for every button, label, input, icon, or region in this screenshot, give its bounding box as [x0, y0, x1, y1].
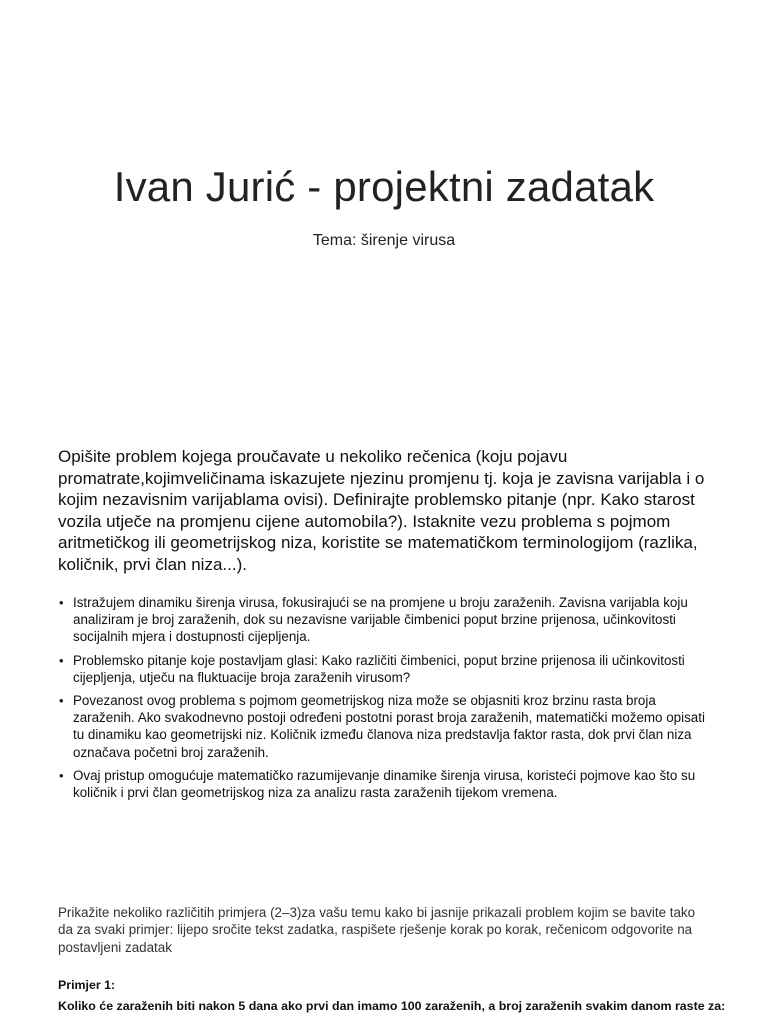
bullet-text: Povezanost ovog problema s pojmom geometrijskog niza može se objasniti kroz brzinu rasta broja zaraženih. Ako svakodnevno postoji određeni postotni porast broja zaraženih, matematički možemo opisati tu dinamiku kao geometrijski niz. Količnik između članova niza predstavlja faktor rasta, dok prvi član niza označava početni broj zaraženih. [73, 693, 705, 760]
bullet-text: Istražujem dinamiku širenja virusa, fokusirajući se na promjene u broju zaraženih. Zavisna varijabla koju analiziram je broj zaraženih, dok su nezavisne varijable čimbenici poput brzine prijenosa, učinkovitosti socijalnih mjera i dostupnosti cijepljenja. [73, 595, 688, 645]
answer-bullet-list [58, 594, 718, 807]
bullet-marker-icon: • [59, 595, 64, 610]
bullet-item [58, 594, 718, 646]
bullet-marker-icon: • [59, 652, 64, 668]
example-1-title: Primjer 1: [58, 978, 116, 992]
example-1-question: Koliko će zaraženih biti nakon 5 dana ako prvi dan imamo 100 zaraženih, a broj zaraženih svakim danom raste za: [58, 999, 726, 1013]
bullet-item [58, 767, 718, 801]
bullet-marker-icon: • [59, 693, 64, 709]
bullet-item [58, 652, 718, 686]
slide-title: Ivan Jurić - projektni zadatak [113, 163, 655, 210]
task-intro-text: Opišite problem kojega proučavate u nekoliko rečenica (koju pojavu promatrate,kojimveličinama iskazujete njezinu promjenu tj. koja je zavisna varijabla i o kojim nezavisnim varijablama ovisi). Definirajte problemsko pitanje (npr. Kako starost vozila utječe na promjenu cijene automobila?). Istaknite vezu problema s pojmom aritmetičkog ili geometrijskog niza, koristite se matematičkom terminologijom (razlika, količnik, prvi član niza...). [58, 447, 705, 574]
bullet-item [58, 692, 718, 761]
bullet-marker-icon: • [59, 767, 64, 783]
slide-subtitle: Tema: širenje virusa [312, 232, 456, 249]
examples-intro-text: Prikažite nekoliko različitih primjera (2–3)za vašu temu kako bi jasnije prikazali problem kojim se bavite tako da za svaki primjer: lijepo sročite tekst zadatka, raspišete rješenje korak po korak, rečenicom odgovorite na postavljeni zadatak [58, 905, 696, 955]
bullet-text: Problemsko pitanje koje postavljam glasi: Kako različiti čimbenici, poput brzine prijenosa ili učinkovitosti cijepljenja, utječu na fluktuacije broja zaraženih virusom? [73, 652, 685, 685]
bullet-text: Ovaj pristup omogućuje matematičko razumijevanje dinamike širenja virusa, koristeći pojmove kao što su količnik i prvi član geometrijskog niza za analizu rasta zaraženih tijekom vremena. [73, 767, 696, 801]
